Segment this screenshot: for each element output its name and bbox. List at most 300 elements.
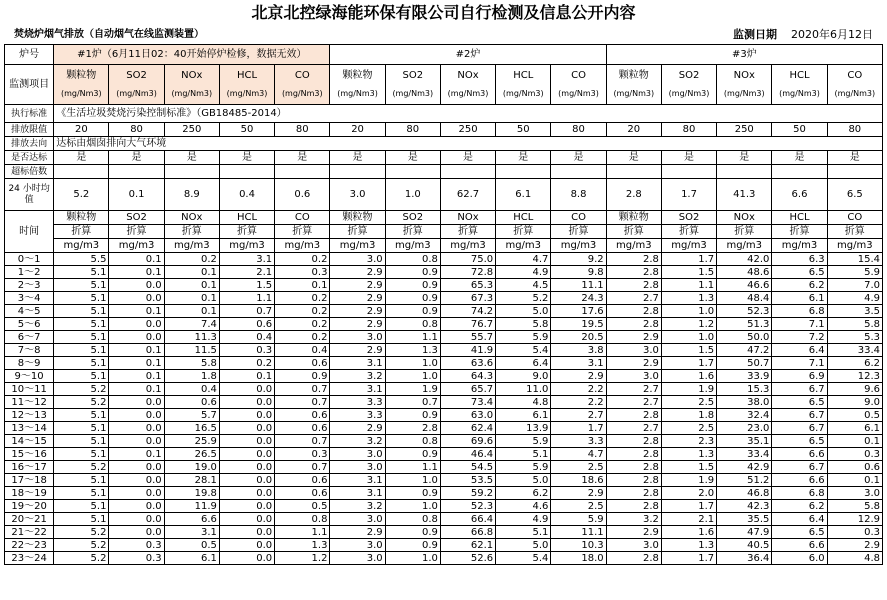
compliant-value: 是 [219, 151, 274, 165]
value-cell: 3.1 [330, 487, 385, 500]
pollutant-name: 颗粒物 [342, 69, 373, 81]
value-cell: 67.3 [440, 292, 495, 305]
date-value: 2020年6月12日 [791, 28, 873, 41]
limit-value: 250 [440, 123, 495, 137]
value-cell: 10.3 [551, 539, 606, 552]
item-header-cell [717, 65, 772, 105]
value-cell: 5.1 [54, 305, 109, 318]
value-cell: 9.8 [551, 266, 606, 279]
exceed-value [772, 165, 827, 179]
hourly-conv-label: 折算 [606, 225, 661, 239]
exceed-value [54, 165, 109, 179]
value-cell: 62.1 [440, 539, 495, 552]
value-cell: 1.6 [661, 526, 716, 539]
item-header-cell [275, 65, 330, 105]
value-cell: 0.0 [219, 422, 274, 435]
value-cell: 2.8 [606, 461, 661, 474]
value-cell: 5.1 [54, 279, 109, 292]
value-cell: 33.9 [717, 370, 772, 383]
value-cell: 5.4 [496, 344, 551, 357]
value-cell: 1.3 [385, 344, 440, 357]
value-cell: 2.5 [661, 422, 716, 435]
value-cell: 0.0 [109, 526, 164, 539]
compliant-value: 是 [164, 151, 219, 165]
value-cell: 6.1 [164, 552, 219, 565]
pollutant-name: NOx [733, 69, 755, 81]
value-cell: 5.1 [54, 318, 109, 331]
value-cell: 5.9 [496, 435, 551, 448]
value-cell: 16.5 [164, 422, 219, 435]
value-cell: 3.0 [606, 539, 661, 552]
value-cell: 11.9 [164, 500, 219, 513]
items-row [5, 65, 883, 105]
hourly-conv-label: 折算 [661, 225, 716, 239]
limit-value: 20 [330, 123, 385, 137]
hourly-conv-label: 折算 [551, 225, 606, 239]
pollutant-unit: (mg/Nm3) [668, 88, 710, 98]
value-cell: 35.1 [717, 435, 772, 448]
value-cell: 6.5 [772, 396, 827, 409]
compliant-value: 是 [827, 151, 882, 165]
value-cell: 4.8 [496, 396, 551, 409]
avg-value: 41.3 [717, 179, 772, 211]
value-cell: 47.9 [717, 526, 772, 539]
furnace-label: 炉号 [5, 45, 54, 65]
value-cell: 1.1 [219, 292, 274, 305]
item-header-cell [772, 65, 827, 105]
value-cell: 51.3 [717, 318, 772, 331]
value-cell: 3.0 [606, 344, 661, 357]
value-cell: 47.2 [717, 344, 772, 357]
pollutant-unit: (mg/Nm3) [116, 88, 157, 98]
value-cell: 1.9 [661, 383, 716, 396]
value-cell: 7.1 [772, 318, 827, 331]
time-cell: 22～23 [5, 539, 54, 552]
value-cell: 0.0 [109, 513, 164, 526]
value-cell: 46.6 [717, 279, 772, 292]
value-cell: 0.9 [385, 448, 440, 461]
value-cell: 0.8 [275, 513, 330, 526]
value-cell: 50.0 [717, 331, 772, 344]
value-cell: 1.0 [385, 552, 440, 565]
value-cell: 2.7 [606, 292, 661, 305]
hourly-conv-label: 折算 [330, 225, 385, 239]
value-cell: 0.0 [219, 435, 274, 448]
table-row [5, 435, 883, 448]
hourly-pollutant-name: SO2 [661, 211, 716, 225]
value-cell: 0.6 [275, 487, 330, 500]
value-cell: 1.1 [275, 526, 330, 539]
hourly-unit-label: mg/m3 [385, 239, 440, 253]
time-cell: 14～15 [5, 435, 54, 448]
value-cell: 0.6 [275, 422, 330, 435]
compliant-value: 是 [54, 151, 109, 165]
time-cell: 8～9 [5, 357, 54, 370]
value-cell: 38.0 [717, 396, 772, 409]
item-header-cell [551, 65, 606, 105]
value-cell: 64.3 [440, 370, 495, 383]
value-cell: 5.1 [54, 266, 109, 279]
limit-value: 80 [109, 123, 164, 137]
hourly-unit-label: mg/m3 [54, 239, 109, 253]
pollutant-name: SO2 [402, 69, 424, 81]
hourly-pollutant-name: 颗粒物 [606, 211, 661, 225]
value-cell: 0.6 [827, 461, 882, 474]
value-cell: 5.1 [54, 292, 109, 305]
value-cell: 69.6 [440, 435, 495, 448]
value-cell: 17.6 [551, 305, 606, 318]
pollutant-unit: (mg/Nm3) [447, 88, 489, 98]
value-cell: 0.6 [275, 409, 330, 422]
value-cell: 2.1 [219, 266, 274, 279]
value-cell: 6.0 [772, 552, 827, 565]
pollutant-unit: (mg/Nm3) [779, 88, 820, 98]
value-cell: 2.3 [661, 435, 716, 448]
value-cell: 0.0 [109, 435, 164, 448]
value-cell: 6.8 [772, 487, 827, 500]
value-cell: 18.0 [551, 552, 606, 565]
value-cell: 5.1 [496, 526, 551, 539]
value-cell: 3.0 [330, 513, 385, 526]
hourly-pollutant-name: SO2 [385, 211, 440, 225]
standard-row [5, 105, 883, 123]
table-row [5, 305, 883, 318]
value-cell: 36.4 [717, 552, 772, 565]
hourly-pollutant-name: HCL [772, 211, 827, 225]
value-cell: 0.0 [219, 461, 274, 474]
value-cell: 0.3 [109, 552, 164, 565]
hourly-unit-row [5, 239, 883, 253]
pollutant-unit: (mg/Nm3) [723, 88, 765, 98]
compliant-value: 是 [661, 151, 716, 165]
value-cell: 4.6 [496, 500, 551, 513]
compliant-value: 是 [275, 151, 330, 165]
value-cell: 6.6 [164, 513, 219, 526]
table-row [5, 370, 883, 383]
furnace-3-header: #3炉 [606, 45, 882, 65]
value-cell: 0.3 [109, 539, 164, 552]
value-cell: 1.7 [661, 357, 716, 370]
value-cell: 6.5 [772, 266, 827, 279]
avg-value: 5.2 [54, 179, 109, 211]
value-cell: 1.0 [661, 331, 716, 344]
value-cell: 3.3 [330, 409, 385, 422]
pollutant-name: HCL [236, 69, 258, 81]
value-cell: 20.5 [551, 331, 606, 344]
value-cell: 0.2 [275, 331, 330, 344]
value-cell: 0.9 [385, 487, 440, 500]
value-cell: 5.2 [54, 539, 109, 552]
value-cell: 0.0 [109, 396, 164, 409]
time-cell: 18～19 [5, 487, 54, 500]
value-cell: 3.1 [330, 474, 385, 487]
value-cell: 3.1 [219, 253, 274, 266]
avg-value: 6.6 [772, 179, 827, 211]
value-cell: 25.9 [164, 435, 219, 448]
hourly-pollutant-name: CO [275, 211, 330, 225]
value-cell: 0.7 [275, 383, 330, 396]
value-cell: 41.9 [440, 344, 495, 357]
time-cell: 10～11 [5, 383, 54, 396]
item-header-cell [164, 65, 219, 105]
value-cell: 1.5 [661, 461, 716, 474]
value-cell: 4.9 [827, 292, 882, 305]
table-row [5, 552, 883, 565]
value-cell: 6.2 [496, 487, 551, 500]
value-cell: 4.8 [827, 552, 882, 565]
value-cell: 0.0 [219, 448, 274, 461]
value-cell: 1.0 [385, 474, 440, 487]
value-cell: 0.2 [164, 253, 219, 266]
exceed-value [717, 165, 772, 179]
exceed-value [606, 165, 661, 179]
value-cell: 7.2 [772, 331, 827, 344]
compliant-row [5, 151, 883, 165]
value-cell: 2.8 [606, 500, 661, 513]
value-cell: 76.7 [440, 318, 495, 331]
item-header-cell [330, 65, 385, 105]
compliant-value: 是 [109, 151, 164, 165]
pollutant-unit: (mg/Nm3) [502, 88, 544, 98]
table-row [5, 474, 883, 487]
value-cell: 0.1 [164, 305, 219, 318]
value-cell: 0.7 [275, 396, 330, 409]
value-cell: 0.9 [385, 305, 440, 318]
value-cell: 0.1 [109, 344, 164, 357]
value-cell: 19.0 [164, 461, 219, 474]
value-cell: 0.6 [275, 474, 330, 487]
value-cell: 5.8 [827, 500, 882, 513]
item-header-cell [109, 65, 164, 105]
pollutant-name: SO2 [126, 69, 147, 81]
value-cell: 3.1 [551, 357, 606, 370]
value-cell: 0.1 [164, 279, 219, 292]
value-cell: 0.8 [385, 318, 440, 331]
limit-row [5, 123, 883, 137]
value-cell: 0.0 [109, 279, 164, 292]
table-row [5, 539, 883, 552]
pollutant-name: NOx [181, 69, 203, 81]
hourly-pollutant-name: HCL [496, 211, 551, 225]
value-cell: 1.9 [661, 474, 716, 487]
value-cell: 0.5 [827, 409, 882, 422]
value-cell: 7.4 [164, 318, 219, 331]
value-cell: 5.1 [54, 487, 109, 500]
compliant-value: 是 [385, 151, 440, 165]
value-cell: 1.1 [661, 279, 716, 292]
hourly-pollutant-name: SO2 [109, 211, 164, 225]
value-cell: 54.5 [440, 461, 495, 474]
exceed-value [275, 165, 330, 179]
items-label: 监测项目 [5, 65, 54, 105]
table-row [5, 526, 883, 539]
value-cell: 2.9 [551, 487, 606, 500]
value-cell: 65.3 [440, 279, 495, 292]
compliant-label: 是否达标 [5, 151, 54, 165]
table-row [5, 448, 883, 461]
value-cell: 9.6 [827, 383, 882, 396]
value-cell: 2.2 [551, 396, 606, 409]
value-cell: 1.9 [385, 383, 440, 396]
value-cell: 3.2 [330, 500, 385, 513]
value-cell: 0.0 [219, 526, 274, 539]
hourly-conv-label: 折算 [496, 225, 551, 239]
value-cell: 0.8 [385, 253, 440, 266]
value-cell: 2.8 [606, 266, 661, 279]
value-cell: 26.5 [164, 448, 219, 461]
compliant-value: 是 [440, 151, 495, 165]
avg-value: 6.1 [496, 179, 551, 211]
table-row [5, 331, 883, 344]
value-cell: 0.4 [219, 331, 274, 344]
item-header-cell [606, 65, 661, 105]
value-cell: 73.4 [440, 396, 495, 409]
value-cell: 0.1 [827, 435, 882, 448]
value-cell: 2.9 [330, 422, 385, 435]
value-cell: 32.4 [717, 409, 772, 422]
value-cell: 11.0 [496, 383, 551, 396]
date-label: 监测日期 [733, 28, 777, 41]
value-cell: 2.8 [606, 435, 661, 448]
limit-value: 80 [551, 123, 606, 137]
value-cell: 5.1 [54, 422, 109, 435]
value-cell: 0.0 [109, 487, 164, 500]
hourly-conv-label: 折算 [385, 225, 440, 239]
value-cell: 2.9 [606, 331, 661, 344]
value-cell: 2.7 [606, 422, 661, 435]
hourly-pollutant-name: HCL [219, 211, 274, 225]
value-cell: 0.7 [219, 305, 274, 318]
value-cell: 5.5 [54, 253, 109, 266]
avg-value: 6.5 [827, 179, 882, 211]
exceed-value [827, 165, 882, 179]
hourly-unit-label: mg/m3 [827, 239, 882, 253]
value-cell: 0.0 [219, 513, 274, 526]
value-cell: 1.7 [661, 253, 716, 266]
value-cell: 0.0 [219, 396, 274, 409]
direction-row [5, 137, 883, 151]
value-cell: 0.7 [385, 396, 440, 409]
value-cell: 1.6 [661, 370, 716, 383]
value-cell: 1.0 [661, 305, 716, 318]
value-cell: 1.1 [385, 331, 440, 344]
value-cell: 2.9 [330, 344, 385, 357]
value-cell: 52.6 [440, 552, 495, 565]
value-cell: 6.7 [772, 409, 827, 422]
value-cell: 3.5 [827, 305, 882, 318]
value-cell: 2.0 [661, 487, 716, 500]
value-cell: 0.0 [109, 318, 164, 331]
page-title: 北京北控绿海能环保有限公司自行检测及信息公开内容 [251, 3, 636, 22]
pollutant-name: CO [571, 69, 586, 81]
value-cell: 0.9 [385, 279, 440, 292]
hourly-pollutant-name: NOx [440, 211, 495, 225]
value-cell: 5.9 [551, 513, 606, 526]
value-cell: 11.3 [164, 331, 219, 344]
value-cell: 3.2 [330, 435, 385, 448]
furnace-row [5, 45, 883, 65]
pollutant-name: CO [294, 69, 310, 81]
value-cell: 5.1 [54, 500, 109, 513]
time-cell: 23～24 [5, 552, 54, 565]
value-cell: 4.7 [496, 253, 551, 266]
avg-value: 0.6 [275, 179, 330, 211]
time-cell: 3～4 [5, 292, 54, 305]
value-cell: 3.1 [164, 526, 219, 539]
value-cell: 0.6 [219, 318, 274, 331]
value-cell: 0.1 [109, 357, 164, 370]
avg-value: 8.9 [164, 179, 219, 211]
table-row [5, 487, 883, 500]
time-cell: 16～17 [5, 461, 54, 474]
table-row [5, 344, 883, 357]
value-cell: 2.5 [551, 500, 606, 513]
value-cell: 5.1 [54, 474, 109, 487]
value-cell: 0.1 [827, 474, 882, 487]
avg-value: 1.7 [661, 179, 716, 211]
value-cell: 0.9 [385, 292, 440, 305]
value-cell: 28.1 [164, 474, 219, 487]
table-row [5, 279, 883, 292]
direction-label: 排放去向 [5, 137, 54, 151]
value-cell: 6.5 [772, 526, 827, 539]
table-row [5, 513, 883, 526]
hourly-name-row [5, 211, 883, 225]
value-cell: 5.3 [827, 331, 882, 344]
pollutant-unit: (mg/Nm3) [834, 88, 876, 98]
time-cell: 17～18 [5, 474, 54, 487]
value-cell: 65.7 [440, 383, 495, 396]
furnace-1-header: #1炉（6月11日02：40开始停炉检修，数据无效） [54, 45, 330, 65]
value-cell: 42.3 [717, 500, 772, 513]
value-cell: 2.9 [606, 357, 661, 370]
value-cell: 6.7 [772, 422, 827, 435]
value-cell: 1.3 [661, 292, 716, 305]
value-cell: 1.2 [275, 552, 330, 565]
value-cell: 0.1 [164, 292, 219, 305]
value-cell: 4.9 [496, 266, 551, 279]
value-cell: 6.4 [772, 344, 827, 357]
hourly-pollutant-name: 颗粒物 [54, 211, 109, 225]
subheader [0, 26, 887, 44]
hourly-unit-label: mg/m3 [496, 239, 551, 253]
value-cell: 24.3 [551, 292, 606, 305]
hourly-conv-label: 折算 [717, 225, 772, 239]
value-cell: 0.9 [385, 266, 440, 279]
value-cell: 0.1 [109, 253, 164, 266]
exceed-value [219, 165, 274, 179]
value-cell: 12.9 [827, 513, 882, 526]
value-cell: 0.0 [219, 383, 274, 396]
value-cell: 53.5 [440, 474, 495, 487]
value-cell: 2.2 [551, 383, 606, 396]
value-cell: 0.2 [275, 318, 330, 331]
item-header-cell [219, 65, 274, 105]
value-cell: 0.9 [385, 526, 440, 539]
hourly-unit-label: mg/m3 [275, 239, 330, 253]
value-cell: 2.8 [606, 318, 661, 331]
item-header-cell [385, 65, 440, 105]
value-cell: 3.3 [551, 435, 606, 448]
time-cell: 21～22 [5, 526, 54, 539]
avg-value: 8.8 [551, 179, 606, 211]
limit-value: 80 [661, 123, 716, 137]
value-cell: 2.9 [330, 266, 385, 279]
value-cell: 9.0 [496, 370, 551, 383]
value-cell: 2.7 [606, 383, 661, 396]
value-cell: 2.9 [330, 292, 385, 305]
table-row [5, 292, 883, 305]
